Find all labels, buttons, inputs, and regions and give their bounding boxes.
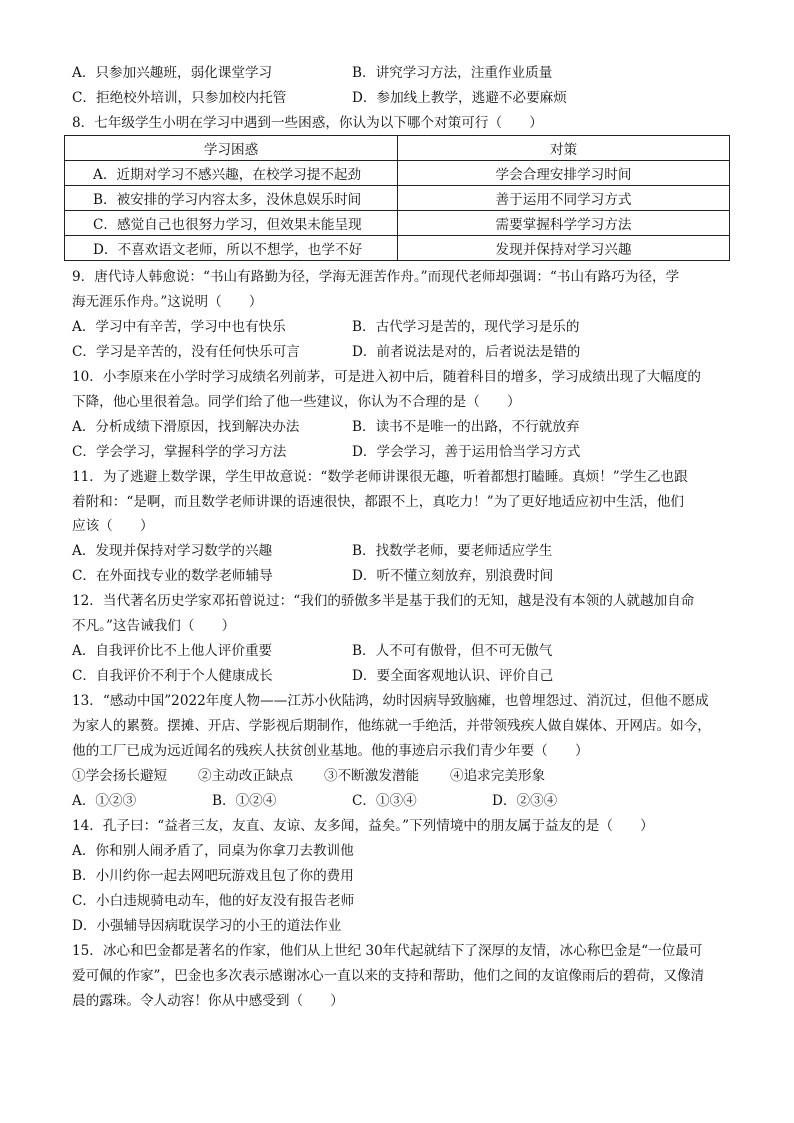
table-cell-confusion: D．不喜欢语文老师，所以不想学，也学不好 <box>65 236 398 261</box>
table-cell-strategy: 发现并保持对学习兴趣 <box>398 236 730 261</box>
table-cell-strategy: 需要掌握科学学习方法 <box>398 211 730 236</box>
q9-stem-line-1: 9．唐代诗人韩愈说：“书山有路勤为径，学海无涯苦作舟。”而现代老师却强调：“书山有路巧为径，学 <box>72 269 680 285</box>
q7-option-d: D．参加线上教学，逃避不必要麻烦 <box>352 90 567 106</box>
q15-stem-line-3: 晨的露珠。令人动容！你从中感受到（ ） <box>72 993 344 1009</box>
table-row <box>65 211 730 236</box>
q9-option-b: B．古代学习是苦的，现代学习是乐的 <box>352 319 580 335</box>
table-cell-strategy: 学会合理安排学习时间 <box>398 161 730 186</box>
q13-item-3: ③不断激发潜能 <box>324 768 420 784</box>
q12-option-c: C．自我评价不利于个人健康成长 <box>72 668 273 684</box>
q11-stem-line-2: 着附和：“是啊，而且数学老师讲课的语速很快，都跟不上，真吃力！”为了更好地适应初中生活，他们 <box>72 494 685 510</box>
q14-option-d: D．小强辅导因病耽误学习的小王的道法作业 <box>72 918 342 934</box>
q11-option-c: C．在外面找专业的数学老师辅导 <box>72 568 273 584</box>
q13-option-d: D．②③④ <box>492 793 558 809</box>
q10-option-d: D．学会学习，善于运用恰当学习方式 <box>352 444 581 460</box>
q10-option-b: B．读书不是唯一的出路，不行就放弃 <box>352 419 580 435</box>
q13-option-c: C．①③④ <box>352 793 417 809</box>
q10-option-c: C．学会学习，掌握科学的学习方法 <box>72 444 287 460</box>
q14-option-b: B．小川约你一起去网吧玩游戏且包了你的费用 <box>72 868 354 884</box>
q10-option-a: A．分析成绩下滑原因，找到解决办法 <box>72 419 300 435</box>
q13-option-a: A．①②③ <box>72 793 137 809</box>
q14-stem: 14．孔子曰：“益者三友，友直、友谅、友多闻，益矣。”下列情境中的朋友属于益友的是（ ） <box>72 818 654 834</box>
q15-stem-line-1: 15．冰心和巴金都是著名的作家，他们从上世纪 30年代起就结下了深厚的友情，冰心称巴金是“一位最可 <box>72 943 703 959</box>
table-cell-confusion: B．被安排的学习内容太多，没休息娱乐时间 <box>65 186 398 211</box>
q11-stem-line-1: 11．为了逃避上数学课，学生甲故意说：“数学老师讲课很无趣，听着都想打瞌睡。真烦！”学生乙也跟 <box>72 469 688 485</box>
q15-stem-line-2: 爱可佩的作家”，巴金也多次表示感谢冰心一直以来的支持和帮助，他们之间的友谊像雨后的碧荷，又像清 <box>72 968 705 984</box>
q13-stem-line-1: 13．“感动中国”2022年度人物——江苏小伙陆鸿，幼时因病导致脑瘫，也曾埋怨过、消沉过，但他不愿成 <box>72 693 709 709</box>
table-cell-confusion: C．感觉自己也很努力学习，但效果未能呈现 <box>65 211 398 236</box>
table-row <box>65 236 730 261</box>
table-header-row <box>65 136 730 161</box>
q13-item-2: ②主动改正缺点 <box>198 768 294 784</box>
q12-stem-line-1: 12．当代著名历史学家邓拓曾说过：“我们的骄傲多半是基于我们的无知，越是没有本领的人就越加自命 <box>72 593 695 609</box>
q9-stem-line-2: 海无涯乐作舟。”这说明（ ） <box>72 294 263 310</box>
q13-stem-line-2: 为家人的累赘。摆摊、开店、学影视后期制作，他练就一手绝活，并带领残疾人做自媒体、开网店。如今， <box>72 718 711 734</box>
q9-option-a: A．学习中有辛苦，学习中也有快乐 <box>72 319 286 335</box>
q11-option-a: A．发现并保持对学习数学的兴趣 <box>72 543 273 559</box>
table-row <box>65 186 730 211</box>
q11-option-d: D．听不懂立刻放弃，别浪费时间 <box>352 568 554 584</box>
q7-option-c: C．拒绝校外培训，只参加校内托管 <box>72 90 287 106</box>
q13-item-4: ④追求完美形象 <box>450 768 546 784</box>
table-header-strategy: 对策 <box>398 136 730 161</box>
table-cell-strategy: 善于运用不同学习方式 <box>398 186 730 211</box>
q9-option-c: C．学习是辛苦的，没有任何快乐可言 <box>72 344 300 360</box>
q7-option-b: B．讲究学习方法，注重作业质量 <box>352 65 553 81</box>
q9-option-d: D．前者说法是对的，后者说法是错的 <box>352 344 581 360</box>
q12-option-a: A．自我评价比不上他人评价重要 <box>72 643 273 659</box>
q14-option-c: C．小白违规骑电动车，他的好友没有报告老师 <box>72 893 355 909</box>
q7-option-a: A．只参加兴趣班，弱化课堂学习 <box>72 65 273 81</box>
q12-option-d: D．要全面客观地认识、评价自己 <box>352 668 554 684</box>
q12-option-b: B．人不可有傲骨，但不可无傲气 <box>352 643 553 659</box>
q14-option-a: A．你和别人闹矛盾了，同桌为你拿刀去教训他 <box>72 843 354 859</box>
q8-stem: 8．七年级学生小明在学习中遇到一些困惑，你认为以下哪个对策可行（ ） <box>72 115 543 131</box>
q13-stem-line-3: 他的工厂已成为远近闻名的残疾人扶贫创业基地。他的事迹启示我们青少年要（ ） <box>72 743 589 759</box>
table-cell-confusion: A．近期对学习不感兴趣，在校学习提不起劲 <box>65 161 398 186</box>
q11-stem-line-3: 应该（ ） <box>72 518 154 534</box>
table-header-confusion: 学习困惑 <box>65 136 398 161</box>
q11-option-b: B．找数学老师，要老师适应学生 <box>352 543 553 559</box>
q8-table <box>64 135 730 261</box>
q10-stem-line-1: 10．小李原来在小学时学习成绩名列前茅，可是进入初中后，随着科目的增多，学习成绩出现了大幅度的 <box>72 369 702 385</box>
q13-option-b: B．①②④ <box>212 793 277 809</box>
q12-stem-line-2: 不凡。”这告诫我们（ ） <box>72 618 236 634</box>
q13-item-1: ①学会扬长避短 <box>72 768 168 784</box>
q10-stem-line-2: 下降，他心里很着急。同学们给了他一些建议，你认为不合理的是（ ） <box>72 394 521 410</box>
table-row <box>65 161 730 186</box>
